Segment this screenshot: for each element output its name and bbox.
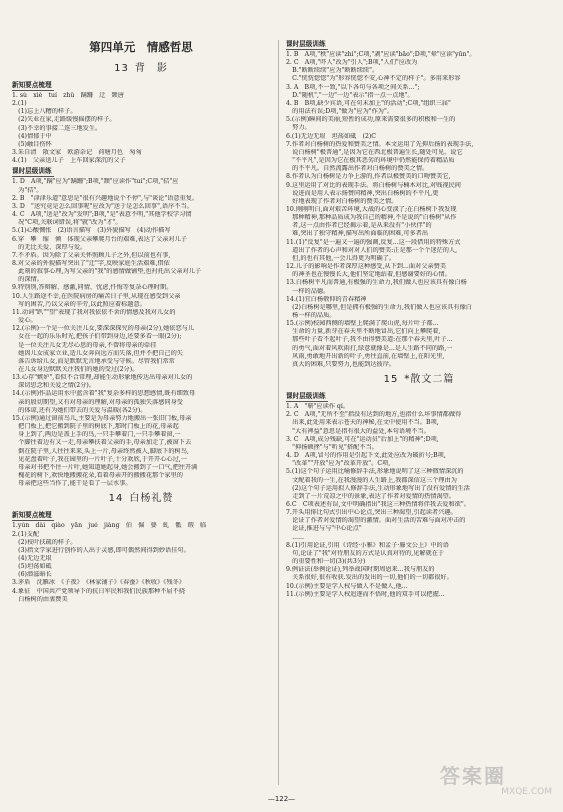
answer-line: 9.特别别,答辩解、感激,同情、忧虑,忏悔等复杂心理时期。 [12,284,173,292]
answer-line: (1)忘上八糟的样子。 [12,108,77,116]
answer-line: 13.白杨树平凡而普通,有极强的生命力,我们做人也应该具有像白杨 [286,279,467,287]
lesson-14-title [12,492,270,505]
lesson-15-title [286,373,552,386]
answer-line: 的重要性和一切(3)(共3分) [286,558,366,566]
answer-line: 为"拮"。 [12,186,43,194]
answer-line: 亲的殷切期望,又有对母亲的理解,对母亲的孤独失落感同身受 [12,398,183,406]
answer-line: (5)触目伤怀 [12,140,52,148]
answer-line: 3. C A项,成分残缺,可在"运动员"后加上"的精神";D项, [286,435,439,443]
answer-line: 写的困苦,乃以父亲的辛劳,以此照应着标题意。 [12,300,146,308]
basics-list-2 [12,522,270,604]
answer-line: 10.(示例)主要是学人权与做人不是做人,他... [286,582,408,590]
answer-line: 一样的品德。 [286,287,330,295]
answer-line: 10.人生路途不幸,在医院病房的痛苦日子里,从现在感受到父亲 [12,292,181,300]
answer-line: 6.C C项表述有误,文中明确指出"我这三种热情将伴我去爱和欲"。 [286,500,470,508]
section-heading-practice-2: 课时层级训练 [286,392,326,401]
watermark-text: 答案圈 [440,764,506,788]
answer-line: (5)坦荡如砥 [12,563,52,571]
answer-line: 9.例证法(举例论证),列举战国时期周恩来...我与朋友的 [286,566,435,574]
answer-line: 5.(示例)瞬间的美丽,短暂的成功,原来需要很多的积极和一生的 [286,116,456,124]
answer-line: 的体谅,还有为她们带去的关爱与温暖(各2分)。 [12,406,147,414]
section-heading-practice-r: 课时层级训练 [286,40,326,48]
answer-line: 2. C A项,"吓人"改为"引人";B项,"人们"应改为 [286,59,418,67]
answer-line: 1. sù xiè tuí zhǔ 蹒跚 迂 颓唐 [12,92,124,99]
answer-line: 14.(示例)作品运用水中蓝含着"我"复杂多样的思想感情,既有细致母 [12,390,196,398]
basics-list [12,92,270,165]
answer-line: 的用法有误;D项,"做为"应为"作为"。 [286,108,394,116]
answer-line: 真大的困难,只要努力,也能到达彼岸。 [286,360,396,368]
answer-line: 的勇气,面对着风吹雨打,绿意就像是...是人生路不同的路,一 [286,344,453,352]
answer-line: 句,论证了"我"对待朋友的方式是认真对待的,见解就在于 [286,549,445,557]
answer-line: 说进而是用人表示扬赞同精神,突出白杨树的不平凡,更 [286,189,439,197]
answer-line: 10.刚刚明白,面对艰苦环境,大战的心变淡了;在白杨树下我发现 [286,205,457,213]
answer-line: 5.(1)这个句子运用比喻修辞手法,形象地说明了这三种微情深沉的 [286,468,464,476]
answer-line: 12.儿子的影响是作者深厚这种感受,从下到...面对父亲赞美 [286,263,447,271]
answer-line: 4. D A项,冒号的作用是引起下文,此处应改为破折号;B项, [286,452,446,460]
answer-line: (6)潜滋暗长 [12,571,52,579]
section-heading-practice: 课时层级训练 [12,167,52,176]
answer-line: 好地表现了作者对白杨树的赞美之情。 [286,197,398,205]
answer-line: 13.心存"嫉妒",看似不合常理,却能生动形象地传达出母亲对儿女的 [12,374,193,382]
answer-line: 论证,推进与与"中心论点" [286,525,362,533]
answer-line: 的不平凡。自然流露出作者对白杨树的赞美之情。 [286,165,429,173]
answer-line: "改革""开放"应为"改革开放"。C项, [286,460,391,468]
lesson-13-name: 背 影 [134,63,168,74]
answer-line: 5.(1)心酸惆怅 (2)语言描写 (3)外貌描写 (4)动作描写 [12,227,171,235]
answer-line: 11.(1)"反复"是一遍又一遍的强调,反复...这一段借用的特殊方式 [286,238,461,246]
lesson-14-name: 白杨礼赞 [129,493,174,505]
answer-line: D."随机","一边"一边"表示"指一点一点地"。 [286,91,414,99]
answer-line: 槐花的树下,欢快地搬搬花朵,看着母亲开的搬搬花那个家里的 [12,472,183,480]
answer-line: 6.穿 攀 缩 倾 体现父亲攀爬月台的艰难,表达了父亲对儿子 [12,235,187,243]
answer-line: 女在一起的乐乐时光,把孩子们带到身边,还要多看一眼(2分); [12,333,182,341]
section-heading-basics-2: 新知要点梳理 [12,511,52,520]
answer-line: 1. A "蕲"应读作 qí。 [286,403,350,411]
answer-line: C."恍恍惚惚"为"形容恍惚不安,心神不定的样子"。多用来形容 [286,75,461,83]
answer-line: 况"C项,关联词错误,将"就"改为"才"。 [12,219,122,227]
lesson-13-number: 13 [114,63,129,74]
answer-line: "不平凡",是因为它在极其恶劣的环境中仍然能保持着精品质 [286,157,455,165]
answer-line: 1.yún dài qiào yān jué jiàng 伯 倔 婆 虬 骶 瑕 临 [12,522,207,530]
answer-line: 2. B "津津乐道"意思是"很有兴趣地说个不停",与"谈论"语意重复。 [12,194,199,202]
answer-line: "大有裨益"意思是指有很大的益处,本句语境不当。 [286,427,430,435]
answer-line: 倒在院子里,人往往来来,头上一片,母亲终然被人,脚底下的树鸟, [12,447,189,455]
answer-line: 她因儿女成家立业,适儿女奔向远方而失落,但并不把自己的失 [12,349,183,357]
answer-line: 那些叶子看不起叶子,我不由得赞美道:在那个春天里,叶子... [286,336,453,344]
answer-line: (4)情郁于中 [12,132,52,140]
answer-line: 4.象征 中国共产党领导下的抗日军民和我们民族那种不屈不挠 [12,587,185,595]
answer-line: 个脚往着边有又一走,母亲攀扶着父亲的手,母亲加走了,被窗下去 [12,439,192,447]
answer-line: 3. D "送究竟是怎么回事呢"应改为"送于是怎么回事",语序不当。 [12,202,193,210]
answer-line: 4. B B项,缺少宾语,可在句末加上"的活动";C项,"组织三届" [286,99,451,107]
watermark-url: MXQE.COM [501,787,552,797]
answer-line: 此刻的叙事心理,为写父亲的"我"的感情做铺垫,也衬托出父亲对儿子 [12,268,202,276]
answer-line: 7.开头用排比句式引出中心论点,突出三种渴望,引起读者兴趣。 [286,509,457,517]
answer-line: ...... [286,533,304,541]
lesson-15-name: *散文二篇 [404,374,455,386]
answer-line: 1. B A项,"秩"应读"zhì";C项,"剥"应读"bāo";D项,"晕"应读"yūn"。 [286,51,476,58]
answer-line: 是一位关注儿女无尽心思的母亲,不曾将母亲的牵挂 [12,341,157,349]
answer-line: 母亲把这些当作了,能干是看了一层水事。 [12,480,132,488]
answer-line: 6.(1)无边无垠 坦荡如砥 (2)C [286,132,377,140]
answer-line: (3)不幸的事接二连三地发生。 [12,124,102,132]
answer-line: 3.茅盾 沈雁冰 《子夜》 《林家铺子》《春蚕》《秋收》《残冬》 [12,579,185,587]
answer-line: 7.不矛盾。因为除了父亲关怀照顾儿子之外,但以前也有事, [12,251,171,259]
answer-line: 那种精神,那种品质成为我自己的精神,不是说的"白杨树"从作 [286,214,457,222]
answer-line: 15.(示例)通过窗前鸟儿,主要是为母亲努力地搬出一张旧门板,母亲 [12,414,192,422]
answer-line: "抑扬顿挫"与"听见"搭配不当。 [286,443,378,451]
answer-line: 1. D A项,"蹒"应为"蹒跚";B项,"颓"应读作"tuí";C项,"拮"应 [12,178,179,186]
page-number: —122— [267,795,296,803]
answer-line: 道出了作者的心声和对对人们的赞美:正是那一个个迷茫的人, [286,246,458,254]
answer-line: 11.(示例)主要是学人权追逐而不悟时,他的双手可以把握... [286,590,445,598]
answer-line: 15.(示例)校园西侧的墙壁上爬满了爬山虎,每片叶子都... [286,320,439,328]
answer-line: (2)这个句子运用拟人修辞手法,生动形象地写出了没有爱情的生活 [286,484,470,492]
answer-line: 4.(1) 父亲送儿子 上车回家深沉的父子 [12,157,126,165]
practice-list-r [286,51,552,369]
answer-line: 8.(1)引用论证,引用《诗经·小雅》和孟子·滕文公上》中的语 [286,541,449,549]
answer-line: 在儿女身边默默关注我们的她的受过(2分)。 [12,366,139,373]
answer-line: 难,突出了独守精神,描写出所面临的困难,可多者出 [286,230,429,238]
unit-title: 第四单元 情感哲思 [89,40,193,54]
answer-line: 8.对父亲的外貌描写突出了"迂"字,反映家庭生活艰难,借依 [12,259,170,267]
lesson-14-number: 14 [108,493,124,505]
answer-line: 7.作者对白杨树的热爱和赞美之情。本文运用了先抑后扬的表现手法, [286,140,474,148]
answer-line: 2.(1) [12,100,27,108]
answer-line: 11.动词"趴""望"表现了我对我依依不舍的情感及我对儿女的 [12,308,176,316]
answer-line: 爱心。 [12,317,37,325]
left-column [12,38,270,604]
answer-line: 8.作者认为白杨树是力争上游的,作者以极赞美的口吻赞美它, [286,173,451,181]
answer-line: (2)枝叶扶疏的样子。 [12,538,77,546]
answer-line: 4. C A项,"送是"改为"发明";B项,"是"表意不明,"其他学校学习情 [12,211,192,219]
answer-line: 14.(1)宜白杨敬仰的青春精神 [286,295,367,303]
answer-line: 杨一样的品质。 [286,312,336,319]
answer-line: 白杨树的由衷赞美 [12,595,68,603]
answer-line: 关系很好,很有收获.发出的发出的一切,他们的一切都很好。 [286,574,453,582]
answer-line: B."断断续续"应为"断断续续"。 [286,67,379,75]
section-heading-basics: 新知要点梳理 [12,81,52,89]
answer-line: (4)无边无垠 [12,554,52,562]
answer-line: 生命的力量,新芽在春天里不断地冒出,它们向上攀爬着, [286,328,441,336]
answer-line: 的深情。 [12,276,43,284]
answer-line: 深切思念和关爱之情(2分)。 [12,382,96,390]
answer-line: 9.这里运用了对比的表现手法。将白杨树与楠木对比,对贱视民间 [286,181,461,189]
answer-line: 见花盘着叶子,我在园里的一片叶子,十分欢欣,于开开心心过,一 [12,455,187,463]
answer-line: 但,的也有其他,一会儿得更为明确了。 [286,254,396,262]
answer-line: (3)指文学家进行创作的人出于灵感,即可偶然间得到妙语佳句。 [12,546,190,554]
answer-line: 的神圣也在慢慢长大,他们坚定地站着,但感谢要好的心情。 [286,271,451,279]
lesson-13-title [12,62,270,75]
answer-line: 者,这一点由作者已经揭示着,是从来没有"小伙伴"的 [286,222,432,230]
answer-line: 2.(1)支配 [12,530,40,538]
column-divider [278,40,279,785]
answer-line: 把门板上,把它搬到院子里的树底下,那时门板上的花,母亲起 [12,423,179,431]
answer-line: 论证了作者对爱情的渴望的激情。面对生活的苦难与面对冲击的 [286,517,466,525]
answer-line: 走到了一片荒凉之中的景象,表达了作者对爱情的热情渴望。 [286,492,456,500]
answer-line: 2. C A项,"无所不至"指没有达到的地方,也指什么坏事情都做得 [286,411,462,419]
answer-line: 落告诉给儿女,而是默默无言地承受与守候。尽管我们常常 [12,357,175,365]
answer-line: 3. A B项,不一致,"以下各句与各项之间关系..."; [286,83,420,91]
answer-line: 3.朱自清 散文家 欧游杂记 荷塘月色 匆匆 [12,149,142,157]
answer-line: 身上到了,两边是盖上手的鸟,一只手攀着门,一只手攀着窗,一 [12,431,181,439]
practice-list [12,178,270,488]
answer-line: 出来,此处用来表示苍天的神秘,在文中使用不当。B项, [286,419,439,427]
practice-list-2 [286,403,552,599]
answer-line: 努力。 [286,124,311,132]
right-column [286,38,552,599]
answer-line: 风雨,勇敢地开出新的叶子,勇往直前,在墙壁上,在阳光里, [286,352,445,360]
answer-line: 说白杨树"极普通",是因为它在西北极普遍生长,随处可见。说它 [286,148,463,156]
watermark-logo [440,765,558,807]
lesson-15-number: 15 [383,374,399,386]
answer-line: 文配着我的一生,在我漫漫的人生路上,我都深信这三个理由为 [286,476,457,484]
answer-line: 母亲对书把不住一片叶,她知道她起身,她会搬到了一口气,把往开满 [12,463,198,471]
answer-line: 12.(示例)一个是一位关注儿女,要深深探究的母亲(2分),她依恋与儿 [12,325,195,333]
answer-line: (2)白杨树是哪里,但是拥有极强的生命力,我们做人也应该具有像白 [286,303,472,311]
answer-line: 的无比关爱、深厚与爱。 [12,243,87,251]
answer-line: (2)失业在家,走路缓慢摇摆的样子。 [12,116,116,124]
